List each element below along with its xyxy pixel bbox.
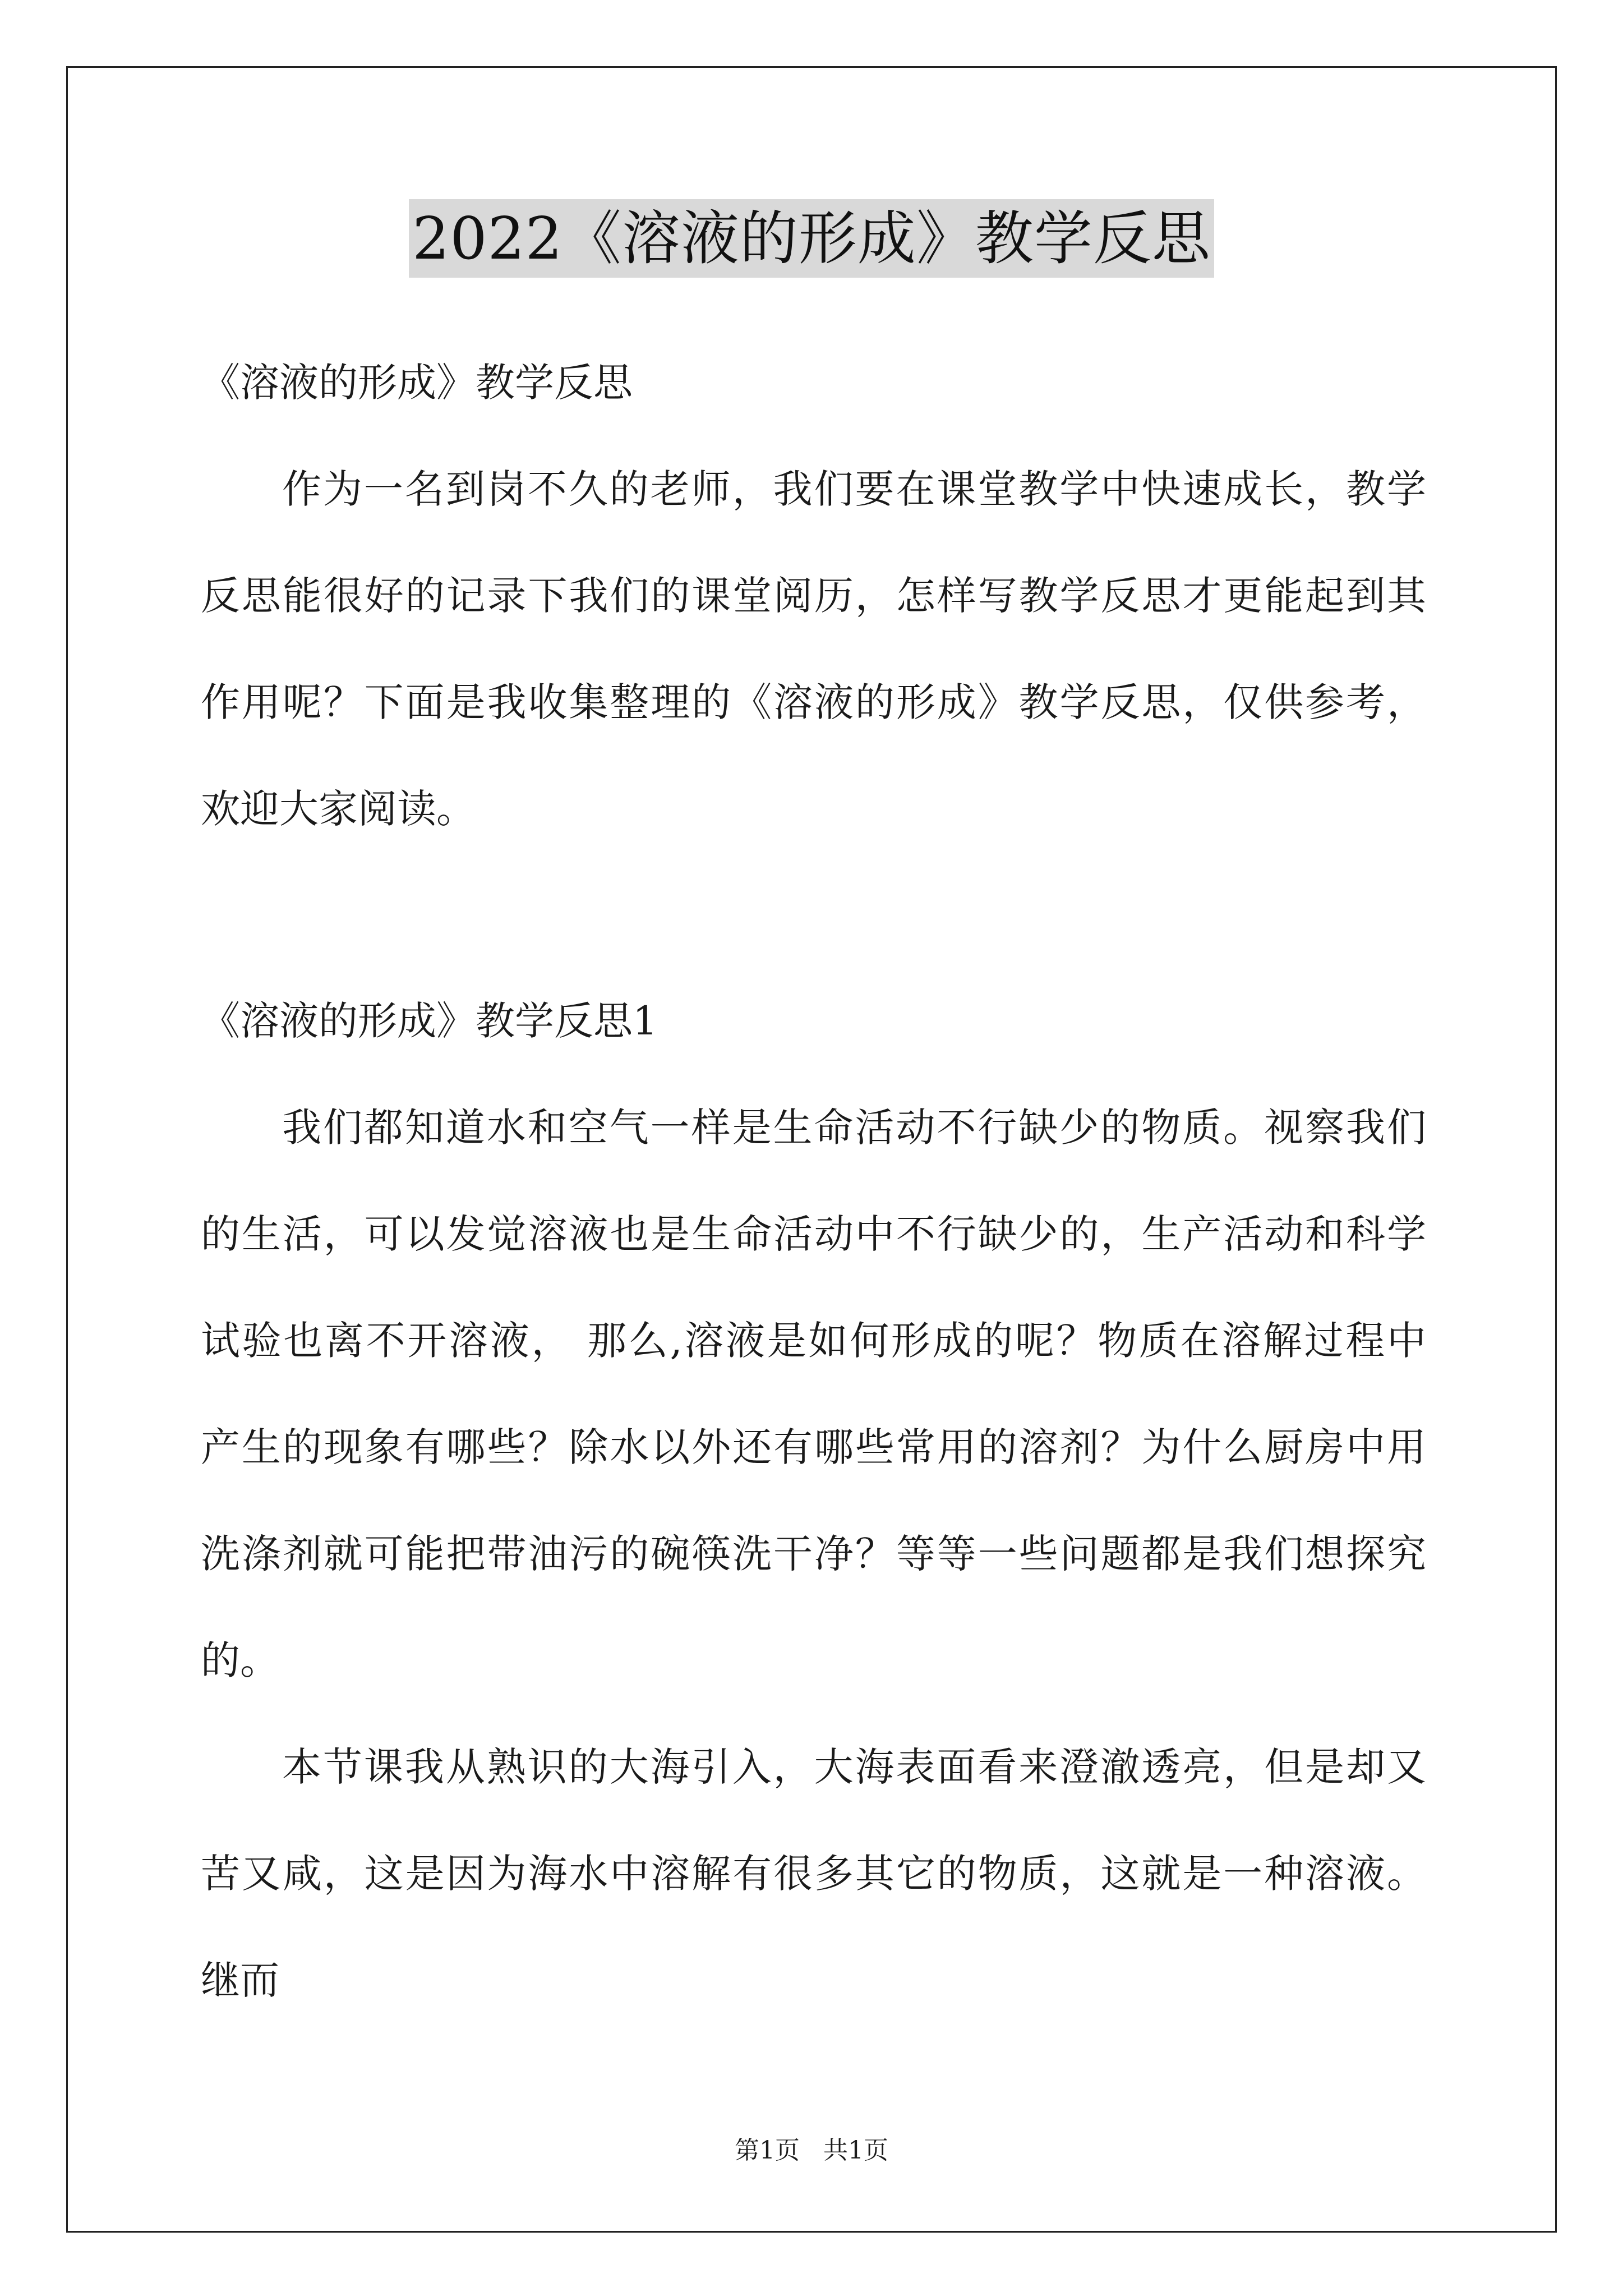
intro-heading: 《溶液的形成》教学反思 bbox=[201, 360, 633, 406]
page-number: 第1页 共1页 bbox=[735, 2136, 888, 2165]
intro-line: 反思能很好的记录下我们的课堂阅历，怎样写教学反思才更能起到其 bbox=[201, 573, 1426, 619]
paragraph-line: 的生活，可以发觉溶液也是生命活动中不行缺少的，生产活动和科学 bbox=[201, 1211, 1426, 1257]
paragraph-line: 本节课我从熟识的大海引入，大海表面看来澄澈透亮，但是却又 bbox=[282, 1744, 1426, 1790]
document-title: 2022《溶液的形成》教学反思 bbox=[409, 199, 1214, 278]
section-heading: 《溶液的形成》教学反思1 bbox=[201, 998, 658, 1044]
intro-line: 作为一名到岗不久的老师，我们要在课堂教学中快速成长，教学 bbox=[282, 466, 1426, 512]
paragraph-line: 继而 bbox=[201, 1957, 279, 2003]
intro-line: 欢迎大家阅读。 bbox=[201, 786, 476, 832]
paragraph-line: 苦又咸，这是因为海水中溶解有很多其它的物质，这就是一种溶液。 bbox=[201, 1851, 1426, 1897]
title-container bbox=[0, 199, 1623, 278]
paragraph-line: 的。 bbox=[201, 1637, 279, 1683]
paragraph-line: 我们都知道水和空气一样是生命活动不行缺少的物质。视察我们 bbox=[282, 1105, 1426, 1151]
paragraph-line: 洗涤剂就可能把带油污的碗筷洗干净？等等一些问题都是我们想探究 bbox=[201, 1531, 1426, 1577]
paragraph-line: 产生的现象有哪些？除水以外还有哪些常用的溶剂？为什么厨房中用 bbox=[201, 1424, 1426, 1470]
paragraph-line: 试验也离不开溶液， 那么,溶液是如何形成的呢？物质在溶解过程中 bbox=[201, 1318, 1426, 1364]
intro-line: 作用呢？下面是我收集整理的《溶液的形成》教学反思，仅供参考， bbox=[201, 679, 1426, 725]
